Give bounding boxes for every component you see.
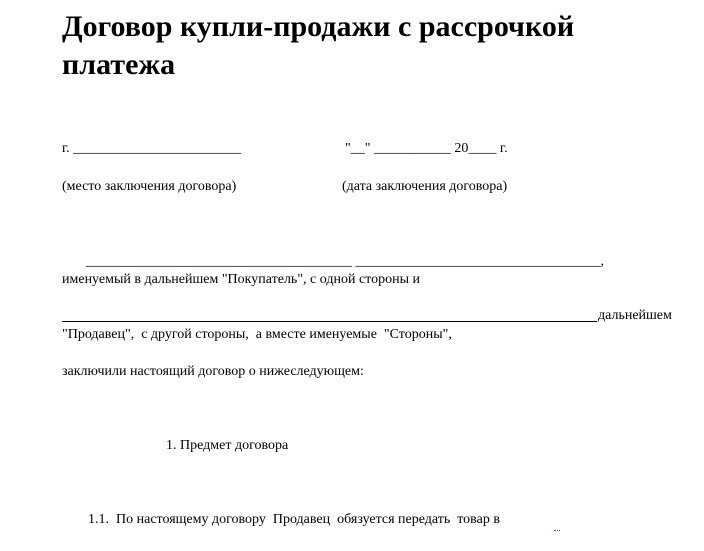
- seller-blank-tail: дальнейшем: [598, 308, 672, 323]
- section-heading: 1. Предмет договора: [166, 438, 289, 453]
- place-line: г. ________________________: [62, 141, 242, 156]
- parties-line: ______________________________________ ___________________________________,: [86, 254, 604, 269]
- document-title: Договор купли-продажи с рассрочкой платежа: [62, 10, 575, 81]
- date-caption: (дата заключения договора): [342, 179, 508, 194]
- buyer-line: именуемый в дальнейшем "Покупатель", с одной стороны и: [62, 272, 420, 287]
- clause-1-1: 1.1. По настоящему договору Продавец обязуется передать товар в: [88, 512, 500, 527]
- date-line: "__" ___________ 20____ г.: [345, 141, 508, 156]
- place-caption: (место заключения договора): [62, 179, 237, 194]
- seller-name-blank: [62, 321, 597, 322]
- spellcheck-underline: [554, 527, 560, 531]
- concluded-line: заключили настоящий договор о нижеследующем:: [62, 364, 364, 379]
- seller-line: "Продавец", с другой стороны, а вместе именуемые "Стороны",: [62, 327, 452, 342]
